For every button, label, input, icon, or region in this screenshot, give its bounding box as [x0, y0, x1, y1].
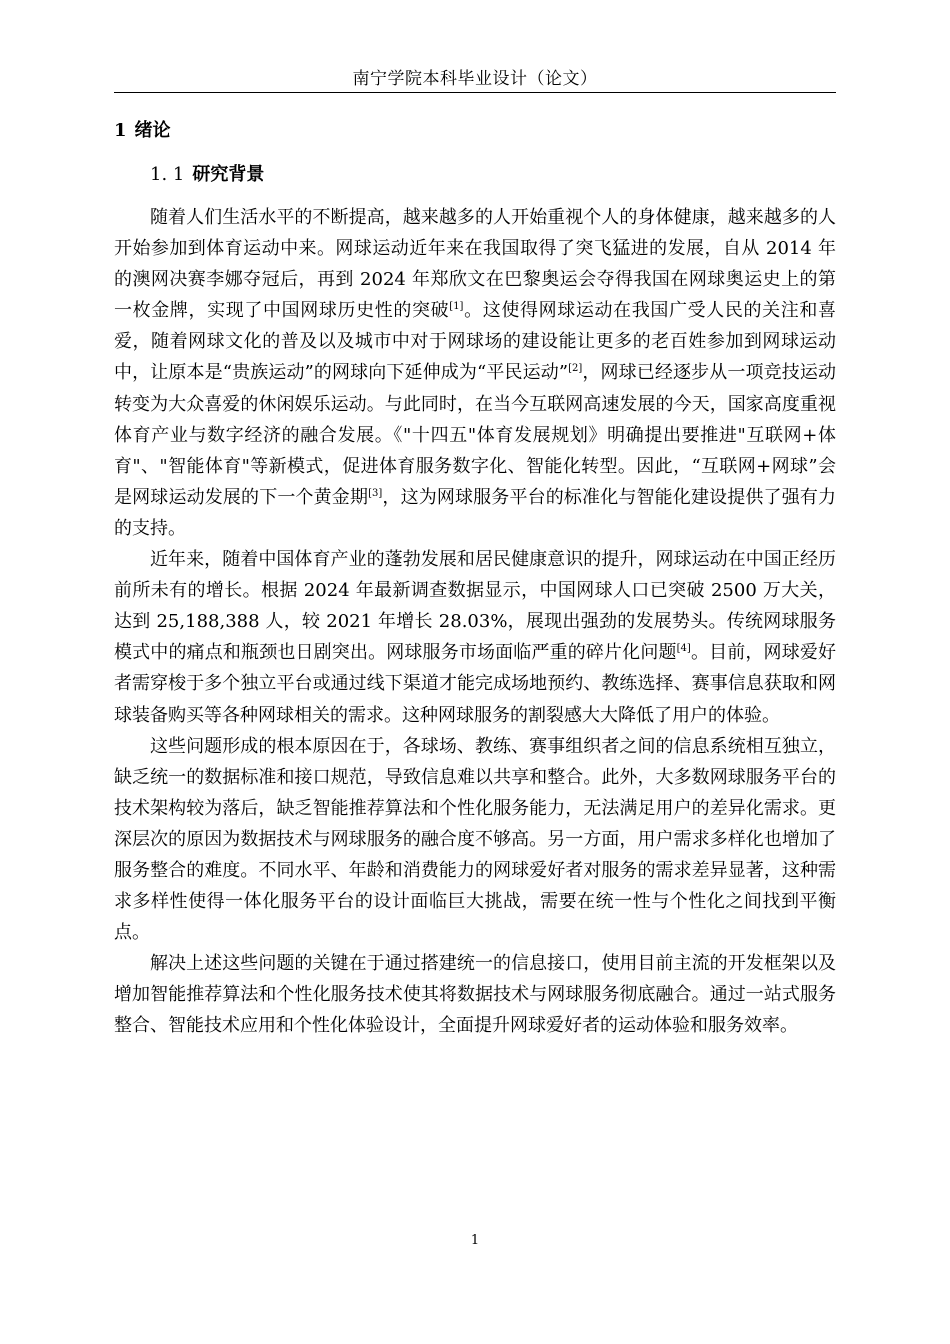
- header-rule: [114, 92, 836, 93]
- citation-4: [4]: [676, 643, 691, 655]
- paragraph-2-text-b: 。目前，网球爱好者需穿梭于多个独立平台或通过线下渠道才能完成场地预约、教练选择、赛事信息获取和网球装备购买等各种网球相关的需求。这种网球服务的割裂感大大降低了用户的体验。: [114, 642, 837, 726]
- section-number: 1. 1: [150, 164, 185, 185]
- section-title: 研究背景: [192, 164, 265, 185]
- paragraph-4: 解决上述这些问题的关键在于通过搭建统一的信息接口，使用目前主流的开发框架以及增加智能推荐算法和个性化服务技术使其将数据技术与网球服务彻底融合。通过一站式服务整合、智能技术应用和个性化体验设计，全面提升网球爱好者的运动体验和服务效率。: [114, 953, 836, 1037]
- paragraph-3: 这些问题形成的根本原因在于，各球场、教练、赛事组织者之间的信息系统相互独立，缺乏统一的数据标准和接口规范，导致信息难以共享和整合。此外，大多数网球服务平台的技术架构较为落后，缺乏智能推荐算法和个性化服务能力，无法满足用户的差异化需求。更深层次的原因为数据技术与网球服务的融合度不够高。另一方面，用户需求多样化也增加了服务整合的难度。不同水平、年龄和消费能力的网球爱好者对服务的需求差异显著，这种需求多样性使得一体化服务平台的设计面临巨大挑战，需要在统一性与个性化之间找到平衡点。: [114, 735, 836, 944]
- citation-2: [2]: [568, 363, 583, 375]
- body-text: [114, 202, 836, 1042]
- citation-1: [1]: [449, 301, 464, 313]
- paragraph-1: [114, 202, 836, 544]
- page-number: 1: [470, 1233, 480, 1248]
- paragraph-1-text-d: ，这为网球服务平台的标准化与智能化建设提供了强有力的支持。: [114, 486, 836, 539]
- chapter-title: 绪论: [134, 120, 171, 141]
- paragraph-1-text-c: ，网球已经逐步从一项竞技运动转变为大众喜爱的休闲娱乐运动。与此同时，在当今互联网高速发展的今天，国家高度重视体育产业与数字经济的融合发展。《"十四五"体育发展规划》明确提出要推进"互联网+体育"、"智能体育"等新模式，促进体育服务数字化、智能化转型。因此，“互联网+网球”会是网球运动发展的下一个黄金期: [114, 362, 837, 508]
- paragraph-2-text-a: 近年来，随着中国体育产业的蓬勃发展和居民健康意识的提升，网球运动在中国正经历前所未有的增长。根据 2024 年最新调查数据显示，中国网球人口已突破 2500 万大关，达到 25,188,388 人，较 2021 年增长 28.03%，展现出强劲的发展势头。传统网球服务模式中的痛点和瓶颈也日剧突出。网球服务市场面临严重的碎片化问题: [114, 549, 836, 664]
- section-heading: [150, 162, 264, 188]
- chapter-heading: [114, 118, 171, 144]
- running-header: 南宁学院本科毕业设计（论文）: [352, 69, 598, 89]
- chapter-number: 1: [114, 120, 127, 141]
- paragraph-1-text-b: 。这使得网球运动在我国广受人民的关注和喜爱，随着网球文化的普及以及城市中对于网球场的建设能让更多的老百姓参加到网球运动中，让原本是“贵族运动”的网球向下延伸成为“平民运动”: [114, 300, 837, 384]
- paragraph-1-text-a: 随着人们生活水平的不断提高，越来越多的人开始重视个人的身体健康，越来越多的人开始参加到体育运动中来。网球运动近年来在我国取得了突飞猛进的发展，自从 2014 年的澳网决赛李娜夺冠后，再到 2024 年郑欣文在巴黎奥运会夺得我国在网球奥运史上的第一枚金牌，实现了中国网球历史性的突破: [114, 207, 836, 322]
- citation-3: [3]: [368, 487, 383, 499]
- paragraph-2: [114, 544, 836, 731]
